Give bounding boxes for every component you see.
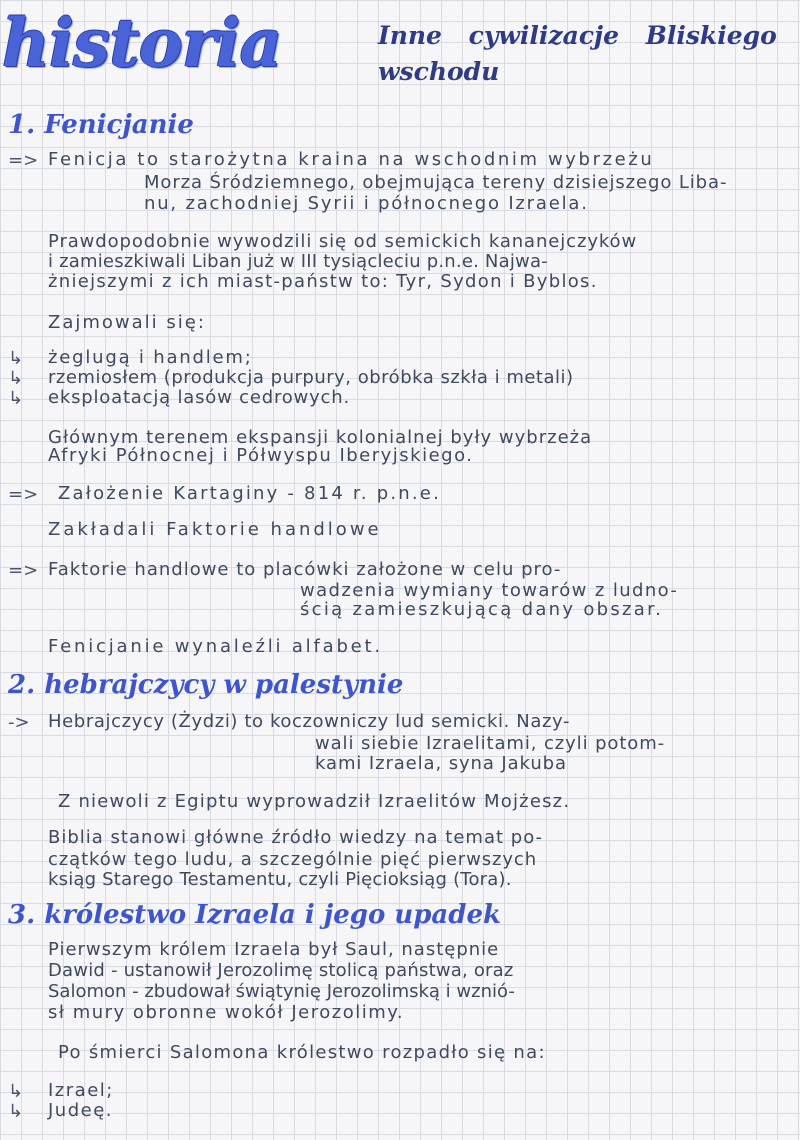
text-line: sł mury obronne wokół Jerozolimy. <box>48 1002 405 1023</box>
arrow-marker: => <box>8 150 39 171</box>
section-heading-1: 1. Fenicjanie <box>8 110 194 140</box>
text-line: Fenicjanie wynaleźli alfabet. <box>48 636 383 657</box>
text-line: Judeę. <box>48 1100 114 1121</box>
text-line: rzemiosłem (produkcja purpury, obróbka szkła i metali) <box>48 367 574 388</box>
section-heading-2: 2. hebrajczycy w palestynie <box>8 670 404 700</box>
text-line: Z niewoli z Egiptu wyprowadził Izraelitów Mojżesz. <box>58 791 571 812</box>
text-line: Zakładali Faktorie handlowe <box>48 519 382 540</box>
text-line: Po śmierci Salomona królestwo rozpadło się na: <box>58 1042 546 1063</box>
page-title: historia <box>2 4 282 82</box>
text-line: ksiąg Starego Testamentu, czyli Pięcioksiąg (Tora). <box>48 869 512 890</box>
text-line: Hebrajczycy (Żydzi) to koczowniczy lud semicki. Nazy- <box>48 711 571 732</box>
text-line: Morza Śródziemnego, obejmująca tereny dzisiejszego Liba- <box>144 172 728 193</box>
text-line: kami Izraela, syna Jakuba <box>315 753 567 774</box>
text-line: Afryki Północnej i Półwyspu Iberyjskiego. <box>48 445 474 466</box>
text-line: wali siebie Izraelitami, czyli potom- <box>315 733 666 754</box>
text-line: i zamieszkiwali Liban już w III tysiącleciu p.n.e. Najwa- <box>48 251 548 272</box>
text-line: Faktorie handlowe to placówki założone w celu pro- <box>48 559 562 580</box>
text-line: Prawdopodobnie wywodzili się od semickich kananejczyków <box>48 231 638 252</box>
arrow-marker: => <box>8 484 39 505</box>
arrow-marker: => <box>8 560 39 581</box>
page-subtitle: Inne cywilizacje Bliskiego wschodu <box>378 21 777 86</box>
arrow-marker: -> <box>8 712 30 733</box>
text-line: eksploatacją lasów cedrowych. <box>48 387 350 408</box>
bullet-marker: ↳ <box>8 368 24 389</box>
text-line: Salomon - zbudował świątynię Jerozolimską i wznió- <box>48 981 515 1002</box>
bullet-marker: ↳ <box>8 348 24 369</box>
text-line: Biblia stanowi główne źródło wiedzy na temat po- <box>48 827 544 848</box>
text-line: Izrael; <box>48 1080 114 1101</box>
text-line: czątków tego ludu, a szczególnie pięć pierwszych <box>48 849 538 870</box>
text-line: wadzenia wymiany towarów z ludno- <box>300 580 679 601</box>
text-line: żeglugą i handlem; <box>48 347 253 368</box>
text-line: ścią zamieszkującą dany obszar. <box>300 599 664 620</box>
text-line: żniejszymi z ich miast-państw to: Tyr, Sydon i Byblos. <box>48 271 598 292</box>
bullet-marker: ↳ <box>8 1101 24 1122</box>
section-heading-3: 3. królestwo Izraela i jego upadek <box>8 900 501 930</box>
bullet-marker: ↳ <box>8 1081 24 1102</box>
text-line: Założenie Kartaginy - 814 r. p.n.e. <box>58 483 441 504</box>
text-line: nu, zachodniej Syrii i północnego Izraela. <box>144 193 589 214</box>
text-line: Dawid - ustanowił Jerozolimę stolicą państwa, oraz <box>48 960 514 981</box>
text-line: Zajmowali się: <box>48 312 206 333</box>
bullet-marker: ↳ <box>8 388 24 409</box>
text-line: Fenicja to starożytna kraina na wschodnim wybrzeżu <box>48 149 655 170</box>
text-line: Głównym terenem ekspansji kolonialnej były wybrzeża <box>48 427 593 448</box>
text-line: Pierwszym królem Izraela był Saul, następnie <box>48 939 500 960</box>
